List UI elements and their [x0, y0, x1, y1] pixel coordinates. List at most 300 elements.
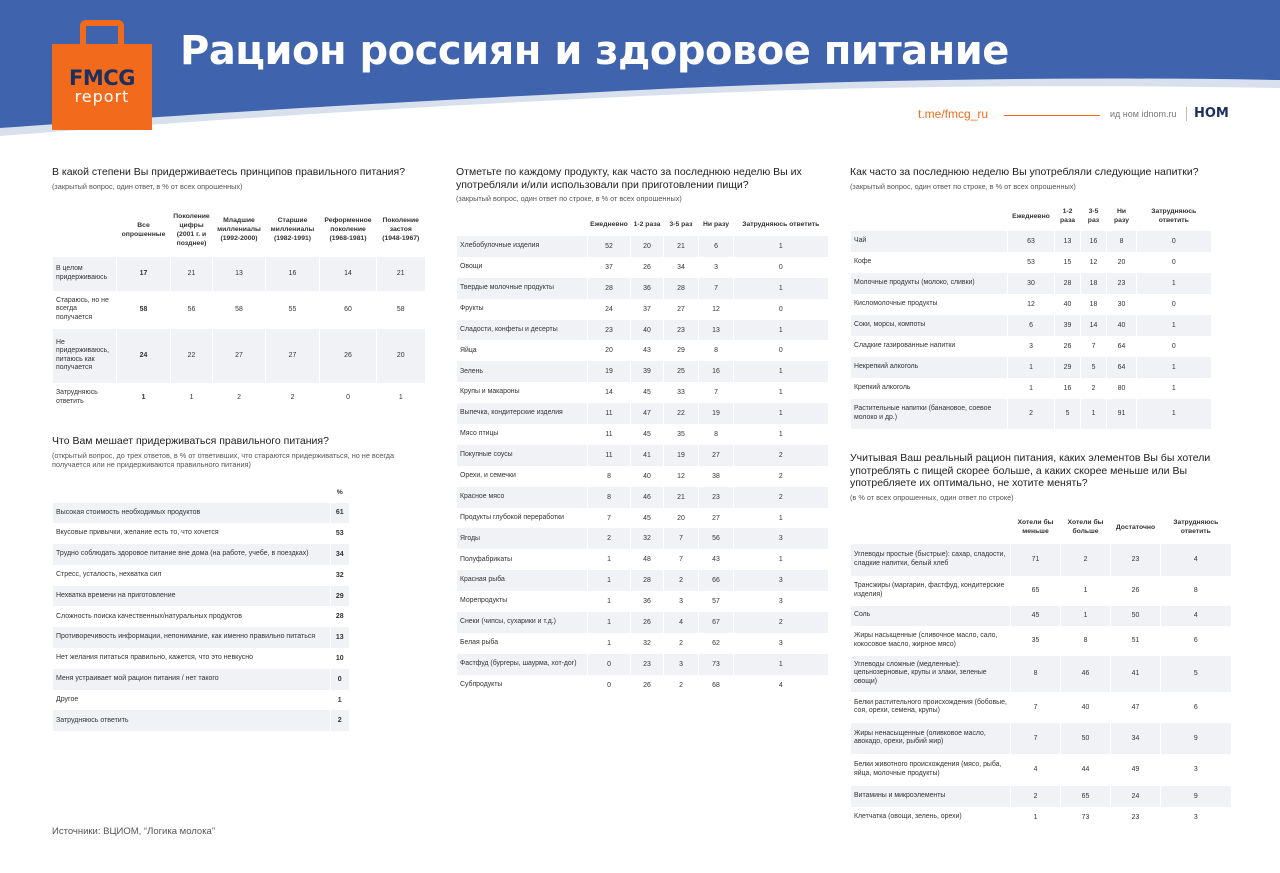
value-cell: 2	[664, 570, 699, 591]
value-cell: 2	[734, 612, 828, 633]
data-table	[52, 483, 349, 732]
value-cell: 11	[588, 445, 631, 466]
value-cell: 4	[664, 612, 699, 633]
row-label: Сложность поиска качественных/натуральных продуктов	[53, 606, 331, 627]
value-cell: 40	[631, 320, 664, 341]
value-cell: 65	[1061, 786, 1111, 807]
value-cell: 51	[1111, 626, 1161, 656]
table-row	[53, 710, 349, 731]
value-cell: 0	[734, 340, 828, 361]
value-cell: 7	[664, 549, 699, 570]
value-cell: 47	[1111, 692, 1161, 723]
value-cell: 63	[1008, 231, 1055, 252]
value-cell: 7	[588, 508, 631, 529]
value-cell: 17	[117, 257, 171, 291]
value-cell: 3	[1161, 754, 1231, 786]
row-label: Овощи	[457, 257, 588, 278]
value-cell: 20	[631, 236, 664, 257]
value-cell: 4	[1161, 544, 1231, 576]
table-row	[457, 612, 828, 633]
row-label: Белая рыба	[457, 633, 588, 654]
table-row	[457, 403, 828, 424]
table-row	[851, 273, 1211, 294]
value-cell: 16	[1081, 231, 1107, 252]
value-cell: 27	[699, 508, 734, 529]
value-cell: 19	[664, 445, 699, 466]
value-cell: 24	[588, 299, 631, 320]
row-label: Жиры насыщенные (сливочное масло, сало, кокосовое масло, жирное мясо)	[851, 626, 1011, 656]
table-header-row	[457, 212, 828, 236]
table-row	[53, 565, 349, 586]
value-cell: 30	[1008, 273, 1055, 294]
table-row	[457, 278, 828, 299]
column-header: Хотели бы больше	[1061, 511, 1111, 544]
value-cell: 23	[699, 487, 734, 508]
table-row	[53, 606, 349, 627]
row-label: Продукты глубокой переработки	[457, 508, 588, 529]
value-cell: 26	[631, 675, 664, 696]
value-cell: 0	[1137, 336, 1211, 357]
column-header: Достаточно	[1111, 511, 1161, 544]
table-drinks-frequency	[850, 202, 1235, 429]
value-cell: 29	[331, 586, 349, 607]
logo-fmcg-text: FMCG	[69, 66, 135, 91]
table-row	[53, 544, 349, 565]
value-cell: 26	[320, 329, 377, 383]
header-blank-cell	[53, 203, 117, 257]
page-title: Рацион россиян и здоровое питание	[180, 28, 1009, 74]
value-cell: 73	[699, 654, 734, 675]
section-subtitle: (открытый вопрос, до трех ответов, в % от ответивших, что стараются придерживаться, но не всегда получается или не придерживаются правильного питания)	[52, 450, 395, 469]
column-header: Ни разу	[1107, 202, 1137, 231]
column-header: Ежедневно	[588, 212, 631, 236]
value-cell: 40	[1107, 315, 1137, 336]
value-cell: 27	[266, 329, 320, 383]
value-cell: 3	[734, 591, 828, 612]
value-cell: 8	[588, 487, 631, 508]
row-label: Сладости, конфеты и десерты	[457, 320, 588, 341]
value-cell: 49	[1111, 754, 1161, 786]
value-cell: 25	[664, 361, 699, 382]
value-cell: 6	[699, 236, 734, 257]
value-cell: 7	[699, 278, 734, 299]
value-cell: 45	[1011, 606, 1061, 626]
value-cell: 1	[171, 383, 213, 413]
column-header: Ежедневно	[1008, 202, 1055, 231]
value-cell: 32	[331, 565, 349, 586]
value-cell: 46	[1061, 656, 1111, 692]
row-label: Трудно соблюдать здоровое питание вне дома (на работе, учебе, в поездках)	[53, 544, 331, 565]
value-cell: 1	[1061, 606, 1111, 626]
value-cell: 5	[1081, 357, 1107, 378]
value-cell: 14	[1081, 315, 1107, 336]
row-label: Меня устраивает мой рацион питания / нет такого	[53, 669, 331, 690]
row-label: Высокая стоимость необходимых продуктов	[53, 503, 331, 524]
value-cell: 27	[664, 299, 699, 320]
column-header: 1-2 раза	[631, 212, 664, 236]
table-products-frequency	[456, 212, 836, 696]
value-cell: 3	[664, 591, 699, 612]
value-cell: 13	[331, 627, 349, 648]
value-cell: 20	[588, 340, 631, 361]
value-cell: 8	[1061, 626, 1111, 656]
value-cell: 12	[1081, 252, 1107, 273]
column-header: 3-5 раз	[1081, 202, 1107, 231]
value-cell: 1	[734, 278, 828, 299]
value-cell: 13	[1055, 231, 1081, 252]
table-row	[53, 586, 349, 607]
section-subtitle: (закрытый вопрос, один ответ по строке, в % от всех опрошенных)	[850, 181, 1076, 191]
value-cell: 65	[1011, 576, 1061, 606]
table-row	[457, 654, 828, 675]
value-cell: 48	[631, 549, 664, 570]
value-cell: 53	[1008, 252, 1055, 273]
value-cell: 6	[1161, 626, 1231, 656]
value-cell: 1	[1081, 399, 1107, 429]
table-row	[851, 336, 1211, 357]
value-cell: 33	[664, 382, 699, 403]
value-cell: 11	[588, 424, 631, 445]
value-cell: 9	[1161, 786, 1231, 807]
table-row	[457, 445, 828, 466]
table-row	[53, 690, 349, 711]
value-cell: 64	[1107, 357, 1137, 378]
value-cell: 8	[1161, 576, 1231, 606]
row-label: Морепродукты	[457, 591, 588, 612]
value-cell: 1	[1011, 807, 1061, 828]
row-label: Яйца	[457, 340, 588, 361]
section-subtitle: (закрытый вопрос, один ответ по строке, в % от всех опрошенных)	[456, 194, 682, 203]
value-cell: 26	[631, 612, 664, 633]
value-cell: 13	[213, 257, 266, 291]
table-row	[457, 320, 828, 341]
section-desired-diet	[850, 452, 1235, 828]
value-cell: 2	[734, 466, 828, 487]
value-cell: 23	[1111, 807, 1161, 828]
value-cell: 4	[734, 675, 828, 696]
row-label: Сладкие газированные напитки	[851, 336, 1008, 357]
value-cell: 9	[1161, 723, 1231, 754]
value-cell: 2	[1081, 378, 1107, 399]
row-label: Мясо птицы	[457, 424, 588, 445]
value-cell: 40	[1055, 294, 1081, 315]
value-cell: 12	[664, 466, 699, 487]
value-cell: 45	[631, 424, 664, 445]
value-cell: 34	[1111, 723, 1161, 754]
value-cell: 2	[664, 633, 699, 654]
value-cell: 19	[699, 403, 734, 424]
value-cell: 12	[699, 299, 734, 320]
value-cell: 45	[631, 508, 664, 529]
table-row	[53, 291, 425, 329]
row-label: Стараюсь, но не всегда получается	[53, 291, 117, 329]
value-cell: 3	[1008, 336, 1055, 357]
header-blank-cell	[457, 212, 588, 236]
value-cell: 28	[331, 606, 349, 627]
row-label: Углеводы сложные (медленные): цельнозерновые, крупы и злаки, зеленые овощи)	[851, 656, 1011, 692]
value-cell: 36	[631, 591, 664, 612]
row-label: Крепкий алкоголь	[851, 378, 1008, 399]
table-row	[851, 656, 1231, 692]
value-cell: 60	[320, 291, 377, 329]
value-cell: 2	[331, 710, 349, 731]
table-row	[53, 329, 425, 383]
section-title: В какой степени Вы придерживаетесь принципов правильного питания?	[52, 166, 406, 178]
row-label: Нехватка времени на приготовление	[53, 586, 331, 607]
value-cell: 8	[1107, 231, 1137, 252]
value-cell: 1	[1137, 357, 1211, 378]
value-cell: 3	[734, 570, 828, 591]
value-cell: 32	[631, 528, 664, 549]
value-cell: 20	[664, 508, 699, 529]
table-row	[851, 786, 1231, 807]
value-cell: 8	[699, 340, 734, 361]
table-row	[457, 236, 828, 257]
section-obstacles	[52, 435, 432, 731]
row-label: Хлебобулочные изделия	[457, 236, 588, 257]
value-cell: 13	[699, 320, 734, 341]
table-row	[457, 570, 828, 591]
value-cell: 8	[699, 424, 734, 445]
row-label: Кисломолочные продукты	[851, 294, 1008, 315]
value-cell: 1	[1137, 273, 1211, 294]
row-label: Соки, морсы, компоты	[851, 315, 1008, 336]
value-cell: 8	[588, 466, 631, 487]
row-label: Красное мясо	[457, 487, 588, 508]
row-label: Другое	[53, 690, 331, 711]
value-cell: 91	[1107, 399, 1137, 429]
value-cell: 36	[631, 278, 664, 299]
value-cell: 2	[266, 383, 320, 413]
row-label: Противоречивость информации, непонимание, как именно правильно питаться	[53, 627, 331, 648]
table-row	[457, 382, 828, 403]
value-cell: 58	[213, 291, 266, 329]
value-cell: 20	[377, 329, 425, 383]
table-row	[53, 627, 349, 648]
row-label: Растительные напитки (банановое, соевое молоко и др.)	[851, 399, 1008, 429]
value-cell: 0	[734, 257, 828, 278]
value-cell: 43	[631, 340, 664, 361]
table-header-row	[851, 511, 1231, 544]
value-cell: 37	[631, 299, 664, 320]
value-cell: 1	[588, 570, 631, 591]
value-cell: 1	[588, 549, 631, 570]
value-cell: 23	[664, 320, 699, 341]
value-cell: 2	[1011, 786, 1061, 807]
table-header-row	[851, 202, 1211, 231]
value-cell: 35	[664, 424, 699, 445]
nom-logo: НОМ	[1194, 106, 1229, 121]
table-header-row	[53, 483, 349, 503]
row-label: Чай	[851, 231, 1008, 252]
value-cell: 62	[699, 633, 734, 654]
table-row	[53, 523, 349, 544]
row-label: Затрудняюсь ответить	[53, 710, 331, 731]
value-cell: 1	[734, 654, 828, 675]
value-cell: 50	[1061, 723, 1111, 754]
value-cell: 1	[1061, 576, 1111, 606]
value-cell: 34	[664, 257, 699, 278]
value-cell: 66	[699, 570, 734, 591]
table-row	[53, 648, 349, 669]
section-title: Отметьте по каждому продукту, как часто за последнюю неделю Вы их употребляли и/или использовали при приготовлении пищи?	[456, 166, 802, 191]
idnom-link[interactable]: ид ном idnom.ru	[1110, 109, 1177, 119]
value-cell: 28	[588, 278, 631, 299]
value-cell: 18	[1081, 294, 1107, 315]
value-cell: 1	[734, 549, 828, 570]
value-cell: 2	[1008, 399, 1055, 429]
value-cell: 39	[631, 361, 664, 382]
value-cell: 26	[631, 257, 664, 278]
value-cell: 0	[1137, 231, 1211, 252]
value-cell: 7	[1011, 723, 1061, 754]
value-cell: 56	[171, 291, 213, 329]
value-cell: 23	[588, 320, 631, 341]
value-cell: 16	[1055, 378, 1081, 399]
column-header: Затрудняюсь ответить	[1137, 202, 1211, 231]
value-cell: 4	[1161, 606, 1231, 626]
row-label: Крупы и макароны	[457, 382, 588, 403]
table-row	[851, 399, 1211, 429]
table-row	[457, 424, 828, 445]
section-diet-adherence	[52, 166, 437, 413]
row-label: Ягоды	[457, 528, 588, 549]
value-cell: 8	[1011, 656, 1061, 692]
data-table	[850, 511, 1231, 828]
value-cell: 28	[1055, 273, 1081, 294]
table-row	[53, 503, 349, 524]
value-cell: 22	[664, 403, 699, 424]
value-cell: 6	[1161, 692, 1231, 723]
section-drinks-frequency	[850, 166, 1235, 429]
table-row	[457, 549, 828, 570]
row-label: Выпечка, кондитерские изделия	[457, 403, 588, 424]
table-row	[53, 257, 425, 291]
value-cell: 35	[1011, 626, 1061, 656]
value-cell: 2	[213, 383, 266, 413]
row-label: Снеки (чипсы, сухарики и т.д.)	[457, 612, 588, 633]
value-cell: 64	[1107, 336, 1137, 357]
table-obstacles	[52, 483, 432, 732]
value-cell: 41	[631, 445, 664, 466]
value-cell: 21	[171, 257, 213, 291]
table-row	[851, 576, 1231, 606]
value-cell: 7	[1081, 336, 1107, 357]
column-header: Младшие миллениалы (1992-2000)	[213, 203, 266, 257]
value-cell: 68	[699, 675, 734, 696]
table-row	[851, 252, 1211, 273]
table-row	[457, 508, 828, 529]
row-label: Фастфуд (бургеры, шаурма, хот-дог)	[457, 654, 588, 675]
value-cell: 0	[588, 654, 631, 675]
value-cell: 26	[1111, 576, 1161, 606]
table-row	[457, 591, 828, 612]
value-cell: 1	[588, 633, 631, 654]
value-cell: 50	[1111, 606, 1161, 626]
value-cell: 3	[664, 654, 699, 675]
value-cell: 58	[377, 291, 425, 329]
row-label: Углеводы простые (быстрые): сахар, сладости, сладкие напитки, белый хлеб	[851, 544, 1011, 576]
value-cell: 1	[1137, 378, 1211, 399]
table-row	[53, 669, 349, 690]
value-cell: 24	[117, 329, 171, 383]
row-label: Стресс, усталость, нехватка сил	[53, 565, 331, 586]
value-cell: 40	[1061, 692, 1111, 723]
value-cell: 1	[588, 591, 631, 612]
table-diet-adherence	[52, 203, 437, 413]
section-subtitle: (закрытый вопрос, один ответ, в % от всех опрошенных)	[52, 181, 243, 191]
value-cell: 44	[1061, 754, 1111, 786]
value-cell: 1	[588, 612, 631, 633]
table-row	[457, 466, 828, 487]
divider	[1186, 107, 1187, 121]
table-row	[851, 626, 1231, 656]
value-cell: 28	[631, 570, 664, 591]
value-cell: 2	[664, 675, 699, 696]
value-cell: 67	[699, 612, 734, 633]
table-row	[851, 378, 1211, 399]
table-row	[851, 807, 1231, 828]
value-cell: 0	[1137, 294, 1211, 315]
value-cell: 26	[1055, 336, 1081, 357]
value-cell: 47	[631, 403, 664, 424]
value-cell: 7	[699, 382, 734, 403]
value-cell: 28	[664, 278, 699, 299]
table-row	[457, 299, 828, 320]
value-cell: 1	[734, 403, 828, 424]
value-cell: 19	[588, 361, 631, 382]
value-cell: 27	[213, 329, 266, 383]
value-cell: 2	[1061, 544, 1111, 576]
telegram-link[interactable]: t.me/fmcg_ru	[918, 107, 989, 121]
table-row	[851, 294, 1211, 315]
value-cell: 57	[699, 591, 734, 612]
value-cell: 2	[734, 487, 828, 508]
value-cell: 2	[734, 445, 828, 466]
column-header: Поколение застоя (1948-1967)	[377, 203, 425, 257]
value-cell: 15	[1055, 252, 1081, 273]
column-header: 1-2 раза	[1055, 202, 1081, 231]
row-label: Соль	[851, 606, 1011, 626]
row-label: В целом придерживаюсь	[53, 257, 117, 291]
row-label: Орехи, и семечки	[457, 466, 588, 487]
value-cell: 1	[1137, 315, 1211, 336]
value-cell: 14	[588, 382, 631, 403]
table-row	[457, 361, 828, 382]
value-cell: 39	[1055, 315, 1081, 336]
section-title: Учитывая Ваш реальный рацион питания, каких элементов Вы бы хотели употреблять с пищей скорее больше, а каких скорее меньше или Вы употребляете их оптимально, не хотите менять?	[850, 452, 1211, 489]
row-label: Кофе	[851, 252, 1008, 273]
value-cell: 12	[1008, 294, 1055, 315]
row-label: Затрудняюсь ответить	[53, 383, 117, 413]
value-cell: 52	[588, 236, 631, 257]
table-row	[457, 528, 828, 549]
value-cell: 23	[1107, 273, 1137, 294]
table-row	[851, 357, 1211, 378]
value-cell: 27	[699, 445, 734, 466]
value-cell: 0	[331, 669, 349, 690]
value-cell: 21	[664, 236, 699, 257]
table-header-row	[53, 203, 425, 257]
value-cell: 3	[1161, 807, 1231, 828]
value-cell: 4	[1011, 754, 1061, 786]
column-header: 3-5 раз	[664, 212, 699, 236]
value-cell: 11	[588, 403, 631, 424]
value-cell: 37	[588, 257, 631, 278]
table-row	[851, 231, 1211, 252]
value-cell: 1	[1008, 378, 1055, 399]
divider-line	[1004, 115, 1100, 116]
